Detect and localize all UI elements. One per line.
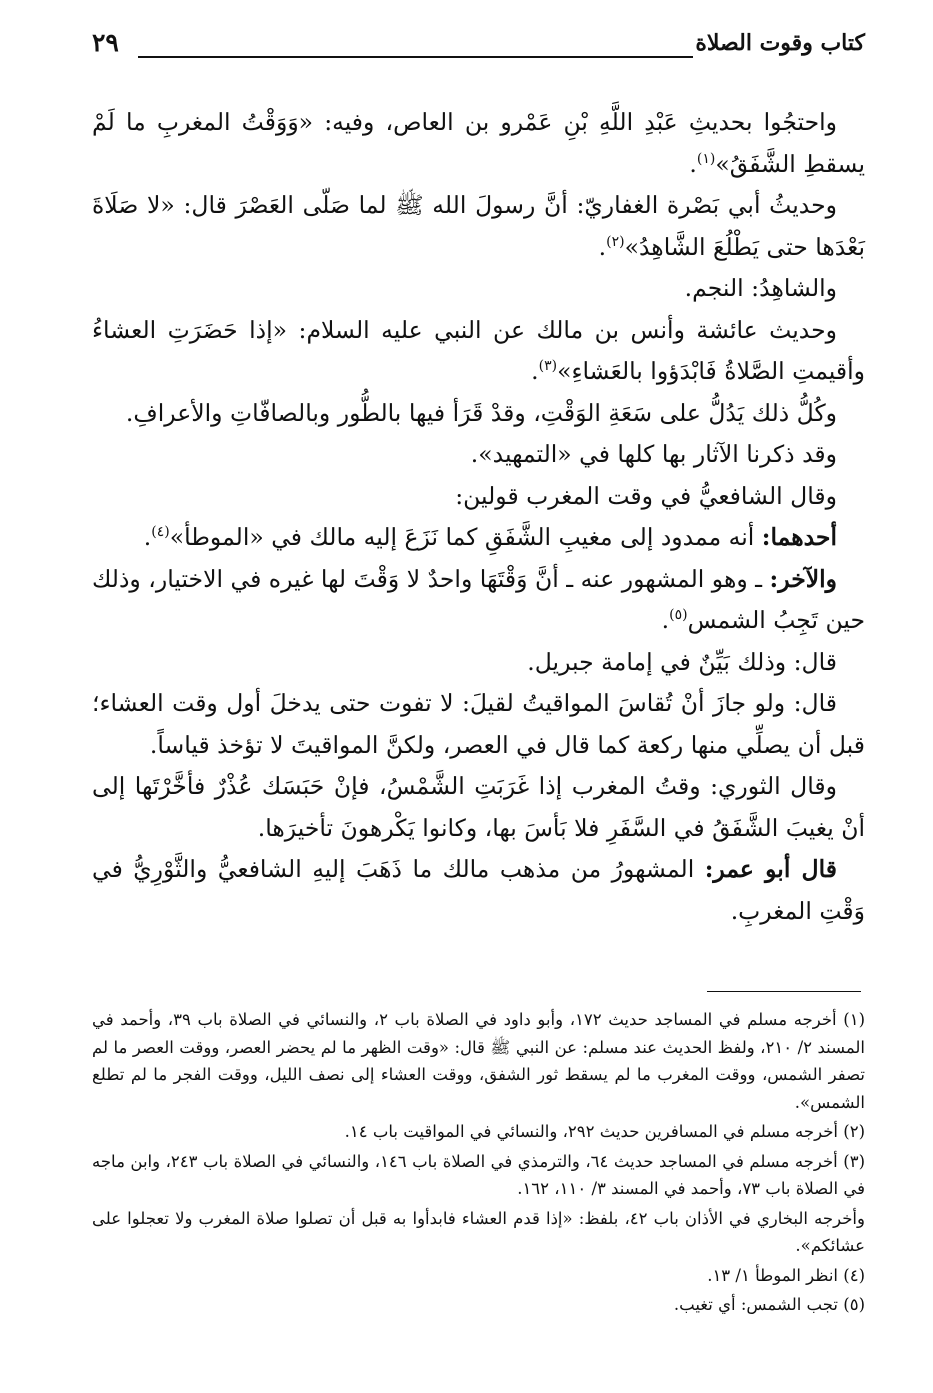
footnote-ref: (١) bbox=[696, 150, 716, 167]
footnotes bbox=[92, 1006, 865, 1321]
footnote-ref: (٣) bbox=[538, 358, 558, 375]
footnote: وأخرجه البخاري في الأذان باب ٤٢، بلفظ: «إذا قدم العشاء فابدأوا به قبل أن تصلوا صلاة المغرب ولا تعجلوا على عشائكم». bbox=[92, 1208, 865, 1255]
header-rule bbox=[138, 56, 693, 58]
footnote-ref: (٥) bbox=[669, 607, 688, 624]
paragraph: أحدهما: أنه ممدود إلى مغيبِ الشَّفَقِ كما نَزَعَ إليه مالك في «الموطأ»$^{(٤)}$. bbox=[143, 523, 837, 551]
lead-in-bold: قال أبو عمر: bbox=[704, 855, 837, 883]
lead-in-bold: أحدهما: bbox=[761, 523, 837, 551]
paragraph: وقال الثوري: وقتُ المغرب إذا غَرَبَتِ الشَّمْسُ، فإنْ حَبَسَك عُذْرٌ فأخَّرْتَها إلى أنْ يغيبَ الشَّفَقُ في السَّفَرِ فلا بَأسَ بها، وكانوا يَكْرهونَ تأخيرَها. bbox=[92, 772, 865, 842]
footnote: (٢) أخرجه مسلم في المسافرين حديث ٢٩٢، والنسائي في المواقيت باب ١٤. bbox=[344, 1122, 865, 1141]
page-number: ٢٩ bbox=[92, 28, 119, 57]
paragraph: والشاهِدُ: النجم. bbox=[684, 274, 837, 302]
lead-in-bold: والآخر: bbox=[769, 564, 837, 593]
footnote: (٤) انظر الموطأ ١/ ١٣. bbox=[707, 1265, 865, 1285]
paragraph: واحتجُوا بحديثِ عَبْدِ اللَّهِ بْنِ عَمْرو بن العاص، وفيه: «وَوَقْتُ المغربِ ما لَمْ يسقطِ الشَّفَقُ»$^{(١)}$. bbox=[92, 108, 865, 178]
running-title: كتاب وقوت الصلاة bbox=[695, 30, 865, 56]
paragraph: وحديثُ أبي بَصْرة الغفاريّ: أنَّ رسولَ الله ﷺ لما صَلّى العَصْرَ قال: «لا صَلَاةَ بَعْدَها حتى يَطْلُعَ الشَّاهِدُ»$^{(٢)}$. bbox=[92, 191, 865, 261]
paragraph: والآخر: ـ وهو المشهور عنه ـ أنَّ وَقْتَهَا واحدٌ لا وَقْتَ لها غيره في الاختيار، وذلك حين تَجِبُ الشمس$^{(٥)}$. bbox=[92, 564, 865, 634]
footnote: (٥) تجب الشمس: أي تغيب. bbox=[673, 1295, 865, 1314]
paragraph: وحديث عائشة وأنس بن مالك عن النبي عليه السلام: «إذا حَضَرَتِ العشاءُ وأقيمتِ الصَّلاةُ فَابْدَؤوا بالعَشاءِ»$^{(٣)}$. bbox=[92, 315, 865, 385]
paragraph: وكُلُّ ذلك يَدُلُّ على سَعَةِ الوَقْتِ، وقدْ قَرَأ فيها بالطُّور وبالصافّاتِ والأعرافِ. bbox=[125, 398, 837, 427]
footnote-ref: (٤) bbox=[151, 524, 170, 541]
paragraph: قال: ولو جازَ أنْ تُقاسَ المواقيتُ لقيلَ: لا تفوت حتى يدخلَ أول وقت العشاء؛ قبل أن يصلِّي منها ركعة كما قال في العصر، ولكنَّ المواقيتَ لا تؤخذ قياساً. bbox=[92, 689, 865, 759]
footnote: (١) أخرجه مسلم في المساجد حديث ١٧٢، وأبو داود في الصلاة باب ٢، والنسائي في الصلاة باب ٣٩، وأحمد في المسند ٢/ ٢١٠، ولفظ الحديث عند مسلم: عن النبي ﷺ قال: «وقت الظهر ما لم يحضر العصر، ووقت العصر ما لم تصفر الشمس، ووقت المغرب ما لم يسقط ثور الشفق، ووقت العشاء إلى نصف الليل، ووقت الفجر ما لم تطلع الشمس». bbox=[92, 1010, 866, 1112]
main-text bbox=[92, 102, 865, 932]
footnote: (٣) أخرجه مسلم في المساجد حديث ٦٤، والترمذي في الصلاة باب ١٤٦، والنسائي في الصلاة باب ٢٤٣، وابن ماجه في الصلاة باب ٧٣، وأحمد في المسند ٣/ ١١٠، ١٦٢. bbox=[92, 1151, 865, 1198]
footnote-separator bbox=[707, 991, 861, 992]
paragraph: وقد ذكرنا الآثار بها كلها في «التمهيد». bbox=[470, 440, 837, 468]
paragraph: قال أبو عمر: المشهورُ من مذهب مالك ما ذَهَبَ إليهِ الشافعيُّ والثَّوْرِيُّ في وَقْتِ المغربِ. bbox=[92, 855, 865, 925]
paragraph: وقال الشافعيُّ في وقت المغرب قولين: bbox=[455, 481, 837, 510]
paragraph: قال: وذلك بَيِّنٌ في إمامة جبريل. bbox=[527, 647, 837, 676]
footnote-ref: (٢) bbox=[606, 233, 625, 250]
page-header bbox=[92, 22, 865, 72]
